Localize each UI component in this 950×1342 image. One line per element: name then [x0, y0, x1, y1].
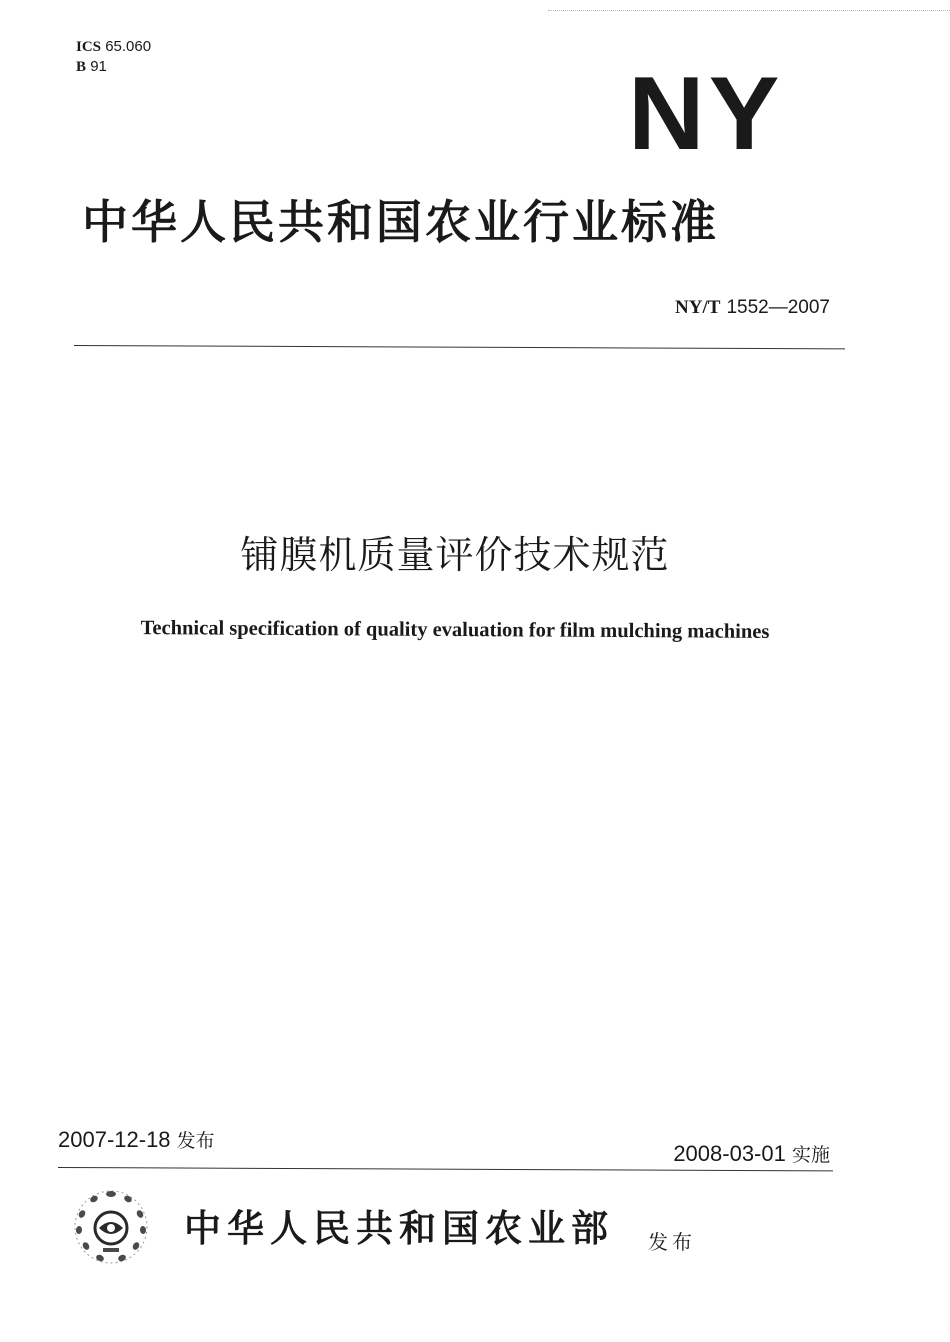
- publish-date: 2007-12-18: [58, 1127, 171, 1152]
- title-english: Technical specification of quality evaluation for film mulching machines: [140, 617, 770, 643]
- class-code: 91: [90, 58, 107, 75]
- class-line: [76, 57, 151, 77]
- standard-number: [675, 296, 830, 319]
- ministry-name: 中华人民共和国农业部: [184, 1206, 614, 1250]
- industry-title: 中华人民共和国农业行业标准: [82, 195, 719, 249]
- ics-code: 65.060: [105, 38, 152, 55]
- top-rule: [74, 345, 845, 349]
- publish-label: 发布: [176, 1130, 215, 1152]
- ics-line: [76, 37, 151, 57]
- effective-date: 2008-03-01: [673, 1141, 786, 1166]
- ics-label: ICS: [76, 39, 102, 55]
- standard-code: 1552—2007: [726, 297, 830, 318]
- ministry-emblem-icon: [70, 1186, 152, 1268]
- class-label: B: [76, 59, 87, 75]
- top-hairline: [548, 10, 950, 11]
- standard-prefix: NY/T: [675, 297, 721, 318]
- publish-date-block: [58, 1126, 215, 1153]
- effective-label: 实施: [791, 1144, 830, 1166]
- ny-logo: NY: [628, 56, 784, 172]
- effective-date-block: [673, 1140, 830, 1167]
- classification-block: [76, 37, 151, 77]
- bottom-rule: [58, 1167, 833, 1171]
- title-chinese: 铺膜机质量评价技术规范: [240, 533, 670, 577]
- ministry-issue-label: 发布: [648, 1230, 696, 1254]
